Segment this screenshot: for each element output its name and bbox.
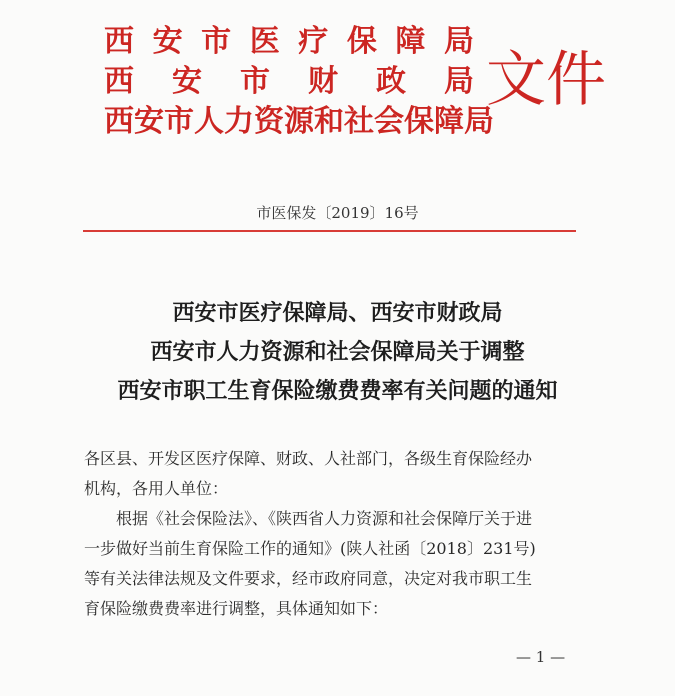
issuer-char: 政 <box>376 64 406 99</box>
title-line-2: 西安市人力资源和社会保障局关于调整 <box>150 339 525 365</box>
issuer-char: 障 <box>434 104 464 139</box>
issuer-char: 力 <box>224 104 254 139</box>
issuer-char: 安 <box>134 104 164 139</box>
issuer-human-resources-bureau <box>104 102 494 142</box>
issuer-char: 和 <box>314 104 344 139</box>
issuer-char: 疗 <box>298 24 329 59</box>
issuer-char: 医 <box>249 24 280 59</box>
issuer-char: 局 <box>444 64 474 99</box>
issuer-char: 市 <box>164 104 194 139</box>
issuer-char: 市 <box>240 64 270 99</box>
issuer-char: 人 <box>194 104 224 139</box>
body-line-1: 各区县、开发区医疗保障、财政、人社部门，各级生育保险经办 <box>84 449 533 468</box>
body-line-6: 育保险缴费费率进行调整，具体通知如下： <box>84 599 389 618</box>
body-line-2: 机构，各用人单位： <box>84 479 229 498</box>
body-line-3: 根据《社会保险法》、《陕西省人力资源和社会保障厅关于进 <box>116 509 533 528</box>
issuer-char: 障 <box>395 24 426 59</box>
body-line-4: 一步做好当前生育保险工作的通知》(陕人社函〔2018〕231号) <box>84 539 536 558</box>
issuer-char: 市 <box>201 24 232 59</box>
red-divider-line <box>83 230 576 232</box>
issuing-authorities <box>104 22 494 142</box>
issuer-char: 资 <box>254 104 284 139</box>
issuer-char: 会 <box>374 104 404 139</box>
issuer-char: 局 <box>464 104 494 139</box>
issuer-char: 西 <box>104 24 134 59</box>
issuer-char: 局 <box>443 24 474 59</box>
issuer-char: 保 <box>346 24 377 59</box>
title-line-3: 西安市职工生育保险缴费费率有关问题的通知 <box>117 378 558 404</box>
issuer-medical-security-bureau <box>104 22 474 62</box>
body-line-5: 等有关法律法规及文件要求，经市政府同意，决定对我市职工生 <box>84 569 533 588</box>
notice-title <box>0 294 675 411</box>
issuer-char: 社 <box>344 104 374 139</box>
issuer-char: 财 <box>308 64 338 99</box>
issuer-char: 安 <box>152 24 183 59</box>
document-type-label: 文件 <box>486 45 606 115</box>
issuer-char: 保 <box>404 104 434 139</box>
issuer-char: 西 <box>104 104 134 139</box>
issuer-char: 安 <box>172 64 202 99</box>
issuer-char: 西 <box>104 64 134 99</box>
document-number: 市医保发〔2019〕16号 <box>256 204 419 222</box>
issuer-char: 源 <box>284 104 314 139</box>
title-line-1: 西安市医疗保障局、西安市财政局 <box>172 300 503 326</box>
page-number: — 1 — <box>516 648 566 666</box>
issuer-finance-bureau <box>104 62 474 102</box>
notice-body <box>84 444 584 624</box>
